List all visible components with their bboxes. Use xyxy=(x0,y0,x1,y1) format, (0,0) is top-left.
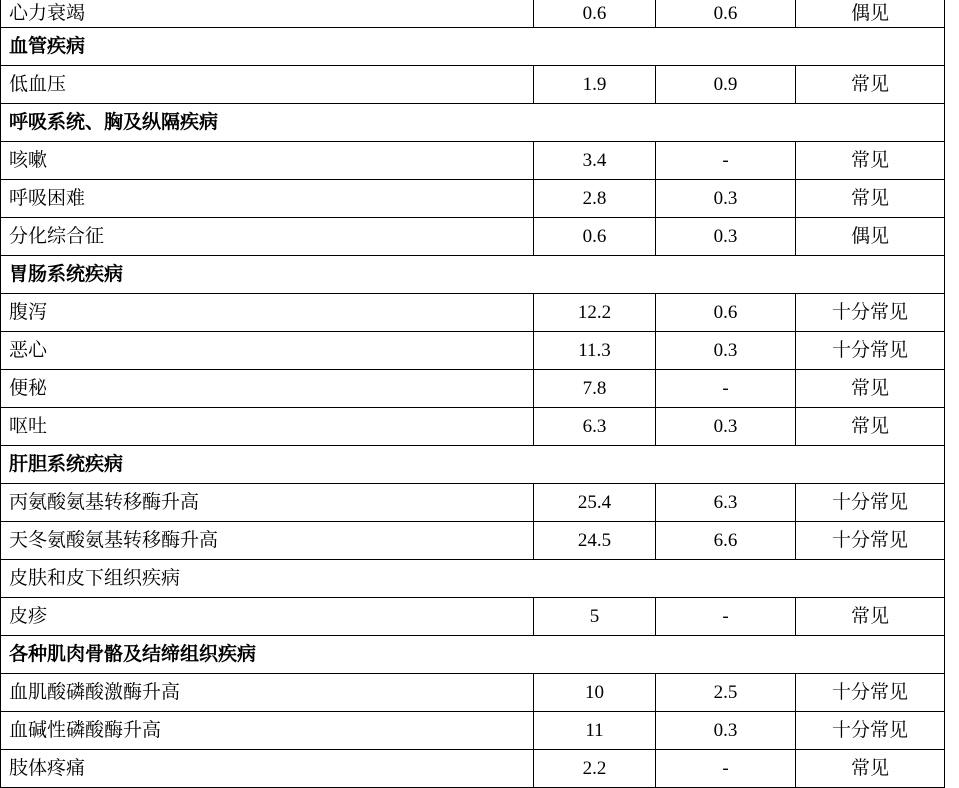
frequency-label: 常见 xyxy=(796,408,945,446)
table-row xyxy=(1,180,945,218)
any-grade-percent: 0.6 xyxy=(534,218,656,256)
adverse-reaction-term: 低血压 xyxy=(1,66,534,104)
system-organ-class-label: 血管疾病 xyxy=(1,28,945,66)
table-row xyxy=(1,750,945,788)
frequency-label: 十分常见 xyxy=(796,712,945,750)
system-organ-class-label: 胃肠系统疾病 xyxy=(1,256,945,294)
system-organ-class-label: 皮肤和皮下组织疾病 xyxy=(1,560,945,598)
table-row xyxy=(1,332,945,370)
adverse-reaction-term: 呕吐 xyxy=(1,408,534,446)
frequency-label: 十分常见 xyxy=(796,332,945,370)
adverse-reaction-term: 天冬氨酸氨基转移酶升高 xyxy=(1,522,534,560)
any-grade-percent: 5 xyxy=(534,598,656,636)
frequency-label: 常见 xyxy=(796,180,945,218)
any-grade-percent: 2.8 xyxy=(534,180,656,218)
table-row xyxy=(1,104,945,142)
frequency-label: 偶见 xyxy=(796,218,945,256)
any-grade-percent: 11.3 xyxy=(534,332,656,370)
table-row xyxy=(1,142,945,180)
any-grade-percent: 6.3 xyxy=(534,408,656,446)
grade-3-4-percent: 2.5 xyxy=(656,674,796,712)
table-row xyxy=(1,446,945,484)
grade-3-4-percent: - xyxy=(656,750,796,788)
system-organ-class-label: 各种肌肉骨骼及结缔组织疾病 xyxy=(1,636,945,674)
adverse-reaction-term: 便秘 xyxy=(1,370,534,408)
grade-3-4-percent: 0.3 xyxy=(656,218,796,256)
any-grade-percent: 10 xyxy=(534,674,656,712)
table-row xyxy=(1,408,945,446)
grade-3-4-percent: - xyxy=(656,370,796,408)
any-grade-percent: 1.9 xyxy=(534,66,656,104)
any-grade-percent: 3.4 xyxy=(534,142,656,180)
adverse-reaction-term: 肢体疼痛 xyxy=(1,750,534,788)
frequency-label: 十分常见 xyxy=(796,674,945,712)
grade-3-4-percent: 0.9 xyxy=(656,66,796,104)
any-grade-percent: 24.5 xyxy=(534,522,656,560)
adverse-reaction-term: 血肌酸磷酸激酶升高 xyxy=(1,674,534,712)
system-organ-class-label: 呼吸系统、胸及纵隔疾病 xyxy=(1,104,945,142)
adverse-reaction-term: 腹泻 xyxy=(1,294,534,332)
table-row xyxy=(1,560,945,598)
grade-3-4-percent: 0.3 xyxy=(656,408,796,446)
table-row xyxy=(1,256,945,294)
grade-3-4-percent: - xyxy=(656,598,796,636)
any-grade-percent: 7.8 xyxy=(534,370,656,408)
adverse-reaction-term: 皮疹 xyxy=(1,598,534,636)
frequency-label: 十分常见 xyxy=(796,294,945,332)
table-row xyxy=(1,484,945,522)
any-grade-percent: 2.2 xyxy=(534,750,656,788)
table-body xyxy=(1,0,945,788)
frequency-label: 常见 xyxy=(796,598,945,636)
table-row xyxy=(1,66,945,104)
table-row xyxy=(1,674,945,712)
adverse-reaction-term: 分化综合征 xyxy=(1,218,534,256)
frequency-label: 常见 xyxy=(796,750,945,788)
any-grade-percent: 0.6 xyxy=(534,0,656,28)
grade-3-4-percent: 6.3 xyxy=(656,484,796,522)
grade-3-4-percent: 0.3 xyxy=(656,332,796,370)
adverse-reaction-term: 心力衰竭 xyxy=(1,0,534,28)
table-row xyxy=(1,218,945,256)
table-row xyxy=(1,294,945,332)
grade-3-4-percent: 0.6 xyxy=(656,294,796,332)
frequency-label: 十分常见 xyxy=(796,522,945,560)
table-row xyxy=(1,712,945,750)
grade-3-4-percent: 6.6 xyxy=(656,522,796,560)
adverse-reaction-term: 咳嗽 xyxy=(1,142,534,180)
any-grade-percent: 11 xyxy=(534,712,656,750)
adverse-reaction-term: 血碱性磷酸酶升高 xyxy=(1,712,534,750)
grade-3-4-percent: 0.3 xyxy=(656,712,796,750)
frequency-label: 十分常见 xyxy=(796,484,945,522)
table-row xyxy=(1,522,945,560)
frequency-label: 常见 xyxy=(796,66,945,104)
adverse-reaction-term: 呼吸困难 xyxy=(1,180,534,218)
adverse-reaction-term: 丙氨酸氨基转移酶升高 xyxy=(1,484,534,522)
table-row xyxy=(1,0,945,28)
table-row xyxy=(1,370,945,408)
grade-3-4-percent: - xyxy=(656,142,796,180)
system-organ-class-label: 肝胆系统疾病 xyxy=(1,446,945,484)
frequency-label: 偶见 xyxy=(796,0,945,28)
grade-3-4-percent: 0.3 xyxy=(656,180,796,218)
frequency-label: 常见 xyxy=(796,370,945,408)
table-row xyxy=(1,636,945,674)
any-grade-percent: 25.4 xyxy=(534,484,656,522)
table-row xyxy=(1,598,945,636)
any-grade-percent: 12.2 xyxy=(534,294,656,332)
table-row xyxy=(1,28,945,66)
frequency-label: 常见 xyxy=(796,142,945,180)
adverse-reaction-term: 恶心 xyxy=(1,332,534,370)
grade-3-4-percent: 0.6 xyxy=(656,0,796,28)
